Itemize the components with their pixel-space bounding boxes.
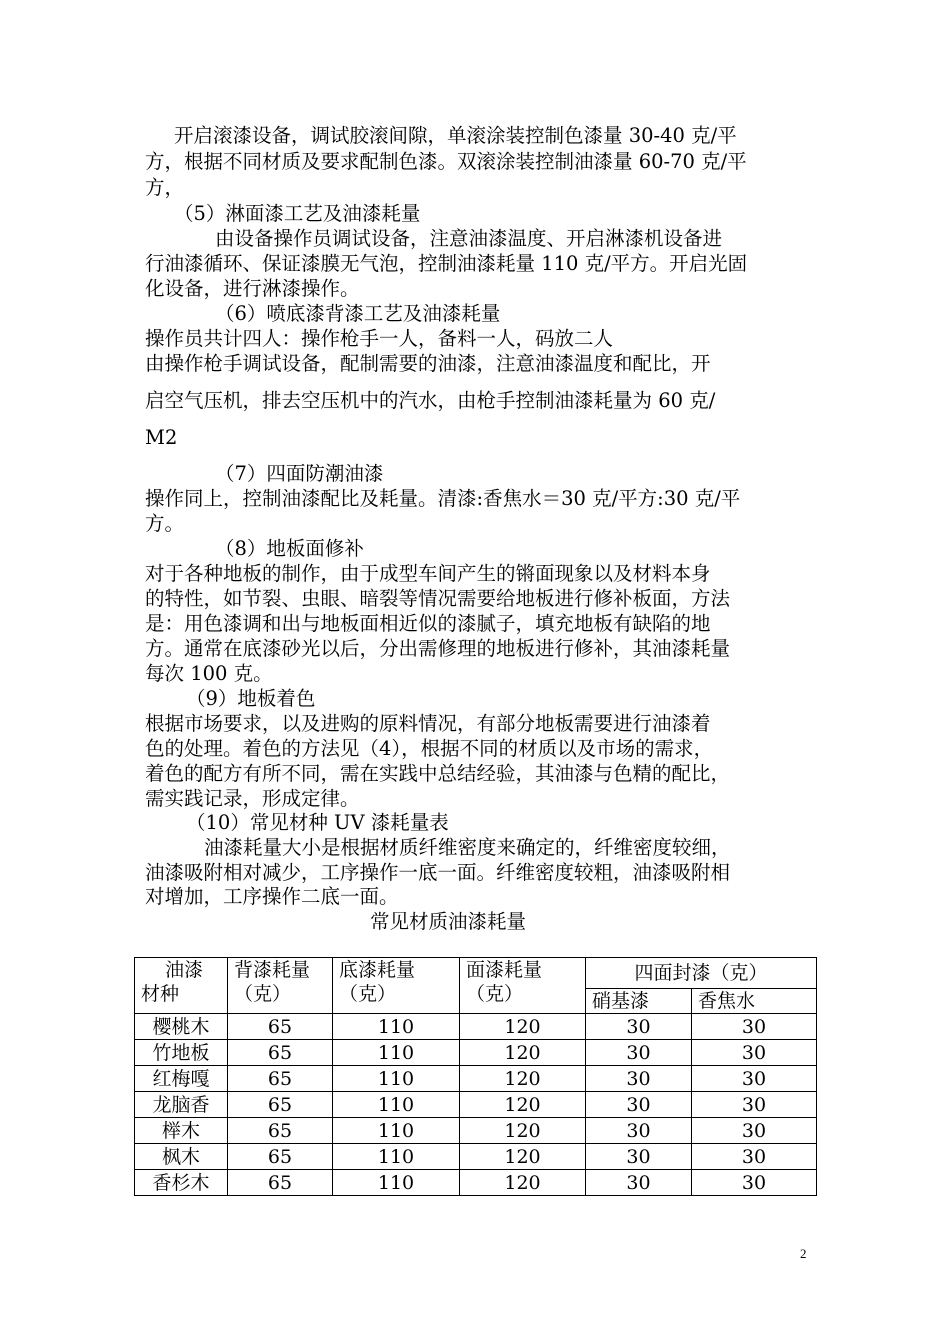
header-material-line1: 油漆 [165, 959, 204, 981]
section-heading-6: （6）喷底漆背漆工艺及油漆耗量 [215, 302, 501, 325]
header-banana-water: 香焦水 [692, 989, 817, 1014]
cell-nitro-lacquer: 30 [586, 1144, 692, 1170]
header-back-coat-line1: 背漆耗量 [234, 959, 311, 981]
paragraph-line: 色的处理。着色的方法见（4），根据不同的材质以及市场的需求， [145, 737, 714, 760]
section-heading-5: （5）淋面漆工艺及油漆耗量 [174, 202, 421, 225]
cell-banana-water: 30 [692, 1170, 817, 1196]
paragraph-line: 根据市场要求，以及进购的原料情况，有部分地板需要进行油漆着 [145, 712, 711, 735]
cell-back-coat: 65 [228, 1170, 333, 1196]
cell-base-coat: 110 [333, 1040, 460, 1066]
cell-back-coat: 65 [228, 1066, 333, 1092]
table-row [135, 1014, 817, 1040]
cell-nitro-lacquer: 30 [586, 1118, 692, 1144]
header-top-coat [460, 958, 586, 1014]
cell-top-coat: 120 [460, 1144, 586, 1170]
cell-nitro-lacquer: 30 [586, 1092, 692, 1118]
cell-top-coat: 120 [460, 1014, 586, 1040]
section-heading-10: （10）常见材种 UV 漆耗量表 [186, 811, 449, 834]
header-base-coat-line2: （克） [339, 983, 397, 1005]
paragraph-line: 操作员共计四人：操作枪手一人，备料一人，码放二人 [145, 327, 614, 350]
paragraph-line: 由操作枪手调试设备，配制需要的油漆，注意油漆温度和配比，开 [145, 352, 711, 375]
cell-material: 樱桃木 [135, 1014, 228, 1040]
paragraph-line: 方。 [145, 512, 185, 535]
cell-top-coat: 120 [460, 1118, 586, 1144]
cell-material: 香杉木 [135, 1170, 228, 1196]
paragraph-line: M2 [145, 426, 178, 449]
header-top-coat-line1: 面漆耗量 [466, 959, 543, 981]
header-base-coat-line1: 底漆耗量 [339, 959, 416, 981]
cell-banana-water: 30 [692, 1092, 817, 1118]
table-row [135, 1170, 817, 1196]
table-row [135, 1040, 817, 1066]
cell-material: 红梅嘎 [135, 1066, 228, 1092]
cell-nitro-lacquer: 30 [586, 1066, 692, 1092]
header-four-side-seal: 四面封漆（克） [586, 958, 817, 989]
paragraph-line: 对于各种地板的制作，由于成型车间产生的锵面现象以及材料本身 [145, 562, 711, 585]
paragraph-line: 由设备操作员调试设备，注意油漆温度、开启淋漆机设备进 [215, 227, 723, 250]
header-material [135, 958, 228, 1014]
paragraph-line: 的特性，如节裂、虫眼、暗裂等情况需要给地板进行修补板面，方法 [145, 587, 731, 610]
table-row [135, 1144, 817, 1170]
header-top-coat-line2: （克） [466, 983, 524, 1005]
cell-nitro-lacquer: 30 [586, 1014, 692, 1040]
header-base-coat [333, 958, 460, 1014]
header-material-line2: 材种 [141, 983, 180, 1005]
page-number: 2 [800, 1246, 807, 1261]
cell-nitro-lacquer: 30 [586, 1170, 692, 1196]
section-heading-8: （8）地板面修补 [215, 537, 364, 560]
header-nitro-lacquer: 硝基漆 [586, 989, 692, 1014]
cell-base-coat: 110 [333, 1144, 460, 1170]
paragraph-line: 对增加，工序操作二底一面。 [145, 885, 399, 908]
header-back-coat [228, 958, 333, 1014]
table-row [135, 1066, 817, 1092]
cell-material: 龙脑香 [135, 1092, 228, 1118]
cell-back-coat: 65 [228, 1014, 333, 1040]
cell-base-coat: 110 [333, 1170, 460, 1196]
cell-base-coat: 110 [333, 1092, 460, 1118]
paragraph-line: 每次 100 克。 [145, 662, 273, 685]
cell-banana-water: 30 [692, 1144, 817, 1170]
table-row [135, 1092, 817, 1118]
cell-top-coat: 120 [460, 1066, 586, 1092]
cell-banana-water: 30 [692, 1014, 817, 1040]
paragraph-line: 方， [145, 176, 185, 199]
cell-back-coat: 65 [228, 1040, 333, 1066]
paragraph-line: 方。通常在底漆砂光以后，分出需修理的地板进行修补，其油漆耗量 [145, 637, 731, 660]
cell-material: 竹地板 [135, 1040, 228, 1066]
paragraph-line: 是：用色漆调和出与地板面相近似的漆腻子，填充地板有缺陷的地 [145, 612, 711, 635]
paragraph-line: 开启滚漆设备，调试胶滚间隙，单滚涂装控制色漆量 30-40 克/平 [174, 124, 737, 147]
paragraph-line: 油漆吸附相对减少，工序操作一底一面。纤维密度较粗，油漆吸附相 [145, 861, 731, 884]
cell-top-coat: 120 [460, 1092, 586, 1118]
table-row [135, 1118, 817, 1144]
paragraph-line: 方，根据不同材质及要求配制色漆。双滚涂装控制油漆量 60-70 克/平 [145, 150, 747, 173]
paragraph-line: 油漆耗量大小是根据材质纤维密度来确定的，纤维密度较细， [204, 836, 731, 859]
table-caption: 常见材质油漆耗量 [370, 910, 527, 933]
paragraph-line: 操作同上，控制油漆配比及耗量。清漆:香焦水＝30 克/平方:30 克/平 [145, 487, 741, 510]
section-heading-7: （7）四面防潮油漆 [215, 462, 384, 485]
cell-top-coat: 120 [460, 1170, 586, 1196]
cell-material: 榉木 [135, 1118, 228, 1144]
cell-base-coat: 110 [333, 1118, 460, 1144]
cell-back-coat: 65 [228, 1118, 333, 1144]
cell-base-coat: 110 [333, 1066, 460, 1092]
cell-nitro-lacquer: 30 [586, 1040, 692, 1066]
cell-banana-water: 30 [692, 1040, 817, 1066]
header-back-coat-line2: （克） [234, 983, 292, 1005]
cell-back-coat: 65 [228, 1144, 333, 1170]
paragraph-line: 行油漆循环、保证漆膜无气泡，控制油漆耗量 110 克/平方。开启光固 [145, 252, 748, 275]
section-heading-9: （9）地板着色 [186, 687, 316, 710]
material-consumption-table [134, 957, 817, 1196]
paragraph-line: 需实践记录，形成定律。 [145, 787, 360, 810]
cell-banana-water: 30 [692, 1066, 817, 1092]
cell-base-coat: 110 [333, 1014, 460, 1040]
paragraph-line: 化设备，进行淋漆操作。 [145, 277, 360, 300]
paragraph-line: 启空气压机，排去空压机中的汽水，由枪手控制油漆耗量为 60 克/ [145, 389, 716, 412]
cell-banana-water: 30 [692, 1118, 817, 1144]
cell-back-coat: 65 [228, 1092, 333, 1118]
cell-top-coat: 120 [460, 1040, 586, 1066]
table-header-row [135, 958, 817, 989]
cell-material: 枫木 [135, 1144, 228, 1170]
paragraph-line: 着色的配方有所不同，需在实践中总结经验，其油漆与色精的配比， [145, 762, 731, 785]
